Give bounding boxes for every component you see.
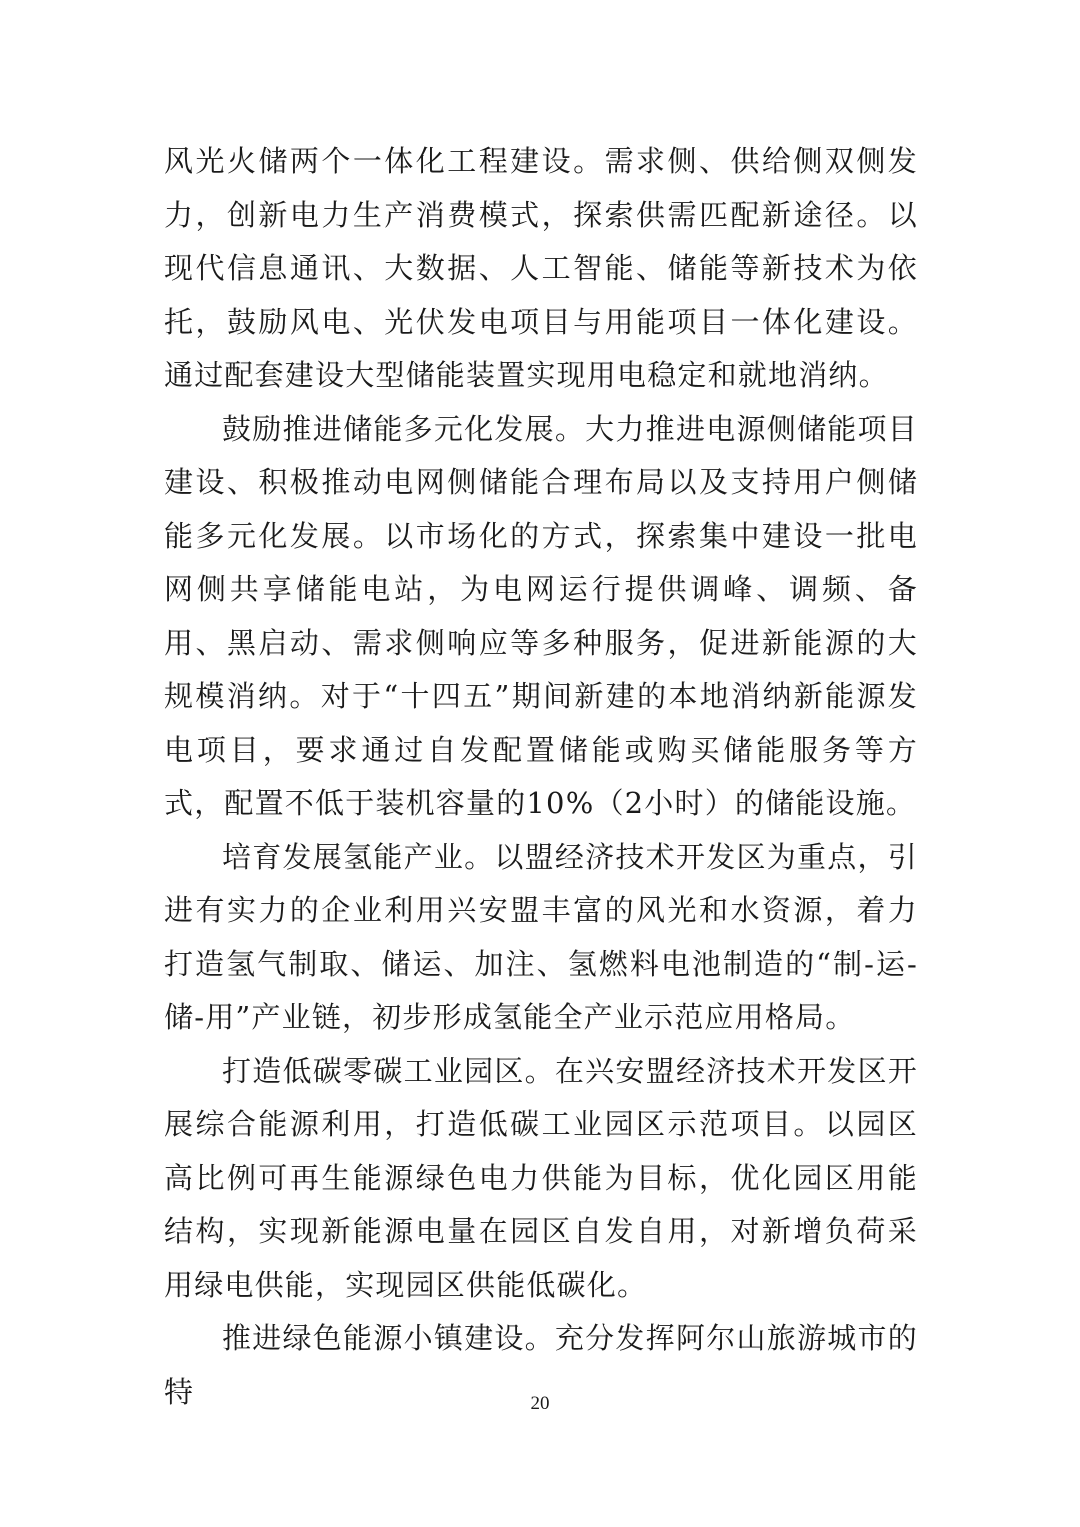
paragraph-3: 培育发展氢能产业。以盟经济技术开发区为重点，引进有实力的企业利用兴安盟丰富的风光和水资源，着力打造氢气制取、储运、加注、氢燃料电池制造的“制-运-储-用”产业链，初步形成氢能全产业示范应用格局。	[164, 839, 918, 1034]
paragraph-1: 风光火储两个一体化工程建设。需求侧、供给侧双侧发力，创新电力生产消费模式，探索供需匹配新途径。以现代信息通讯、大数据、人工智能、储能等新技术为依托，鼓励风电、光伏发电项目与用能项目一体化建设。通过配套建设大型储能装置实现用电稳定和就地消纳。	[164, 144, 918, 392]
paragraph-2: 鼓励推进储能多元化发展。大力推进电源侧储能项目建设、积极推动电网侧储能合理布局以及支持用户侧储能多元化发展。以市场化的方式，探索集中建设一批电网侧共享储能电站，为电网运行提供调峰、调频、备用、黑启动、需求侧响应等多种服务，促进新能源的大规模消纳。对于“十四五”期间新建的本地消纳新能源发电项目，要求通过自发配置储能或购买储能服务等方式，配置不低于装机容量的10%（2小时）的储能设施。	[164, 411, 918, 820]
paragraph-5: 推进绿色能源小镇建设。充分发挥阿尔山旅游城市的特	[164, 1321, 918, 1409]
paragraph-4: 打造低碳零碳工业园区。在兴安盟经济技术开发区开展综合能源利用，打造低碳工业园区示范项目。以园区高比例可再生能源绿色电力供能为目标，优化园区用能结构，实现新能源电量在园区自发自用，对新增负荷采用绿电供能，实现园区供能低碳化。	[164, 1053, 918, 1302]
body-text	[164, 135, 918, 1419]
page-number: 20	[530, 1393, 550, 1414]
